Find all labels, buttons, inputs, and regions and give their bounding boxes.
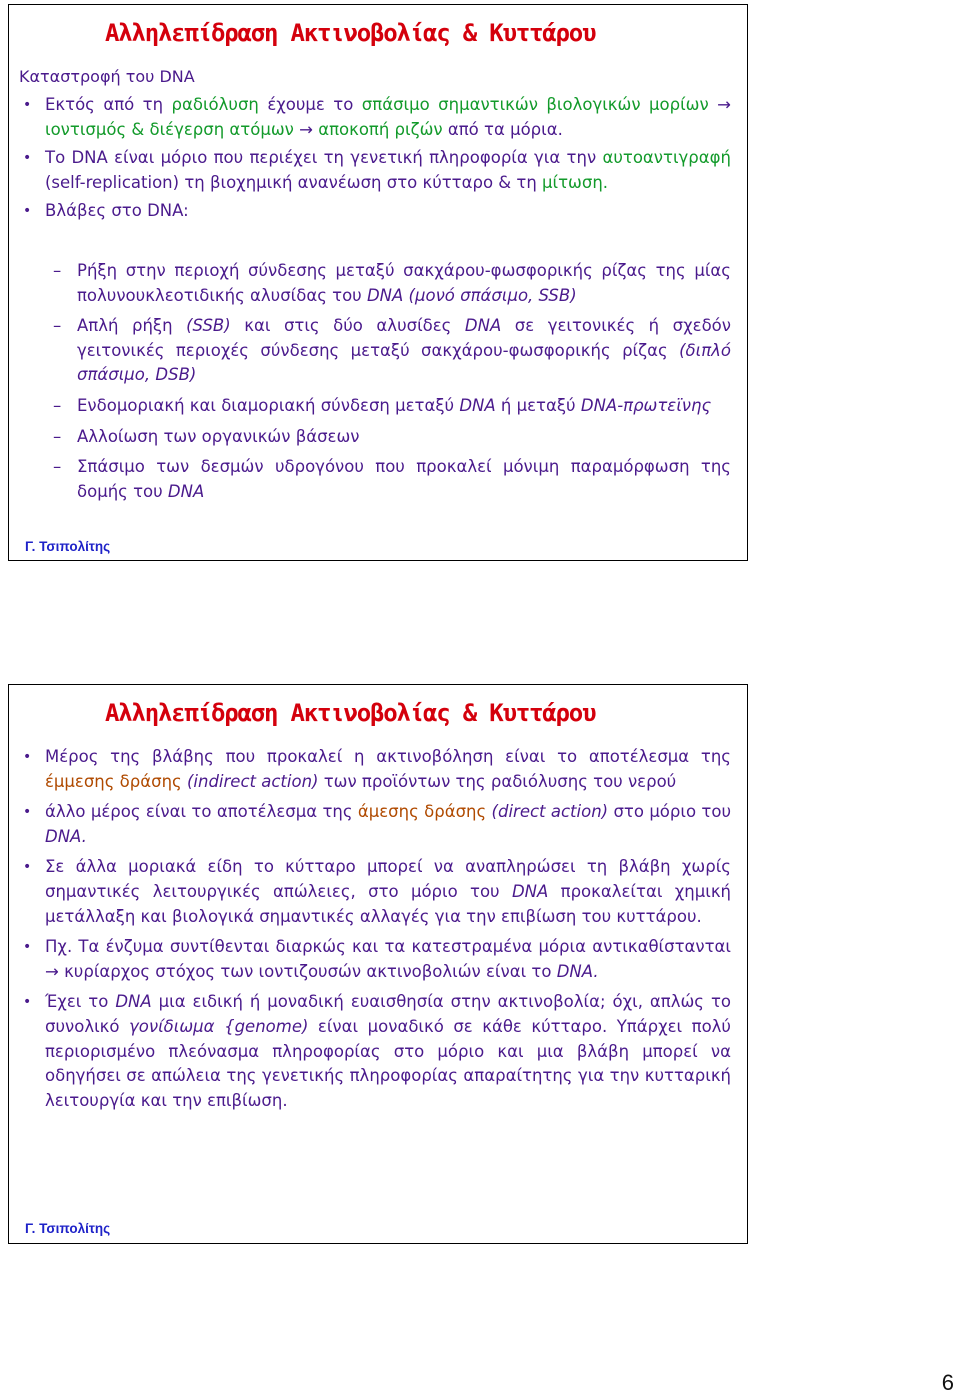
text-italic: (SSB) xyxy=(186,316,231,336)
text-green: αποκοπή ριζών xyxy=(318,119,443,139)
sub-item-hbonds xyxy=(9,455,747,504)
sub-item-bases xyxy=(9,425,747,450)
text: Σε άλλα μοριακά είδη το κύτταρο μπορεί να αναπληρώσει τη βλάβη χωρίς σημαντικές λειτουργικές απώλειες, στο μόριο του xyxy=(45,857,731,901)
bullet-radiolysis xyxy=(9,93,747,142)
text: είναι μοναδικό σε κάθε κύτταρο. Υπάρχει πολύ περιορισμένο πλεόνασμα πληροφορίας στο μόριο και μια βλάβη μπορεί να οδηγήσει σε απώλεια της γενετικής πληροφορίας απαραίτητης για την κυτταρική λειτουργία και την επιβίωση. xyxy=(45,1016,731,1110)
text: από τα μόρια. xyxy=(442,119,563,139)
text: Εκτός από τη xyxy=(45,95,172,114)
text: των προϊόντων της ραδιόλυσης του νερού xyxy=(318,771,677,791)
dash-icon: – xyxy=(53,261,62,280)
slide-2 xyxy=(8,684,748,1244)
text-green: μίτωση. xyxy=(542,172,609,192)
text-italic: DNA xyxy=(464,316,502,336)
bullet-dot-icon: • xyxy=(23,97,32,113)
text-green: ιοντισμός & διέγερση ατόμων xyxy=(45,119,294,139)
bullet-enzymes xyxy=(9,935,747,984)
slide-2-bullets xyxy=(9,745,747,1113)
arrow-right-icon: → xyxy=(293,119,319,139)
dash-icon: – xyxy=(53,457,62,477)
text: προκαλείται χημική μετάλλαξη και βιολογικά σημαντικές αλλαγές για την επιβίωση του κυττάρου. xyxy=(45,881,731,926)
text-italic: DNA xyxy=(459,395,496,415)
author-footer: Γ. Τσιπολίτης xyxy=(25,539,111,554)
text: Σπάσιμο των δεσμών υδρογόνου που προκαλεί μόνιμη παραμόρφωση της δομής του xyxy=(77,457,731,501)
bullet-dot-icon: • xyxy=(23,859,32,876)
slide-2-title: Αλληλεπίδραση Ακτινοβολίας & Κυττάρου xyxy=(105,699,596,727)
author-footer: Γ. Τσιπολίτης xyxy=(25,1221,111,1236)
sub-item-crosslink xyxy=(9,394,747,419)
text-green: σπάσιμο σημαντικών βιολογικών μορίων xyxy=(361,95,709,114)
text: Ενδομοριακή και διαμοριακή σύνδεση μεταξύ xyxy=(77,395,460,415)
text: Πχ. Τα ένζυμα συντίθενται διαρκώς και τα κατεστραμένα μόρια αντικαθίστανται → κυρίαρχος στόχος των ιοντιζουσών ακτινοβολιών είναι το xyxy=(45,937,731,981)
text: και στις δύο αλυσίδες xyxy=(230,316,465,336)
bullet-indirect-action xyxy=(9,745,747,794)
slide-1 xyxy=(8,4,748,561)
text: Βλάβες στο DNA: xyxy=(45,201,189,221)
slide-1-title: Αλληλεπίδραση Ακτινοβολίας & Κυττάρου xyxy=(105,19,596,47)
text-italic: DNA. xyxy=(556,961,599,981)
arrow-right-icon: → xyxy=(708,95,731,114)
bullet-dot-icon: • xyxy=(23,994,32,1011)
bullet-repair xyxy=(9,855,747,929)
text-italic: DNA xyxy=(115,992,152,1012)
text-italic: (διπλό σπάσιμο, DSB) xyxy=(77,340,731,385)
text-italic: γονίδιωμα {genome) xyxy=(129,1016,309,1036)
text: έχουμε το xyxy=(258,95,362,114)
text-green: ραδιόλυση xyxy=(171,95,259,114)
bullet-dot-icon: • xyxy=(23,749,32,765)
bullet-dot-icon: • xyxy=(23,203,32,220)
bullet-sensitivity xyxy=(9,990,747,1113)
text-orange: άμεσης δράσης xyxy=(357,802,487,822)
text: μια ειδική ή μοναδική ευαισθησία στην ακτινοβολία; όχι, απλώς το συνολικό xyxy=(45,992,731,1036)
text-italic: DNA xyxy=(511,881,549,901)
text: στο μόριο του xyxy=(608,802,731,822)
slide-1-bullets xyxy=(9,93,747,224)
text: Ρήξη στην περιοχή σύνδεσης μεταξύ σακχάρου-φωσφορικής ρίζας της μίας πολυνουκλεοτιδικής αλυσίδας του xyxy=(77,261,731,305)
text-italic: (indirect action) xyxy=(181,771,319,791)
text: ή μεταξύ xyxy=(495,395,581,415)
text-italic: (direct action) xyxy=(486,802,609,822)
damage-sublist xyxy=(9,259,747,504)
bullet-dot-icon: • xyxy=(23,150,32,167)
text: Το DNA είναι μόριο που περιέχει τη γενετική πληροφορία για την xyxy=(45,148,603,168)
dash-icon: – xyxy=(53,426,62,446)
sub-item-dsb xyxy=(9,314,747,388)
text: Απλή ρήξη xyxy=(77,316,187,336)
bullet-dna-info xyxy=(9,146,747,195)
text: Έχει το xyxy=(45,992,116,1012)
text-green: αυτοαντιγραφή xyxy=(602,148,731,168)
page-number: 6 xyxy=(941,1370,954,1395)
text: σε γειτονικές ή σχεδόν γειτονικές περιοχές σύνδεσης μεταξύ σακχάρου-φωσφορικής ρίζας xyxy=(77,316,731,360)
section-heading: Καταστροφή του DNA xyxy=(19,67,195,86)
text: Αλλοίωση των οργανικών βάσεων xyxy=(77,426,360,446)
text: Μέρος της βλάβης που προκαλεί η ακτινοβόληση είναι το αποτέλεσμα της xyxy=(45,747,731,766)
bullet-dna-damage xyxy=(9,199,747,224)
bullet-dot-icon: • xyxy=(23,804,32,821)
text: (self-replication) τη βιοχημική ανανέωση στο κύτταρο & τη xyxy=(45,172,543,192)
dash-icon: – xyxy=(53,395,62,415)
text-orange: έμμεσης δράσης xyxy=(45,771,182,791)
text-italic: DNA (μονό σπάσιμο, SSB) xyxy=(366,285,577,305)
bullet-direct-action xyxy=(9,800,747,849)
text: άλλο μέρος είναι το αποτέλεσμα της xyxy=(45,802,358,822)
text-italic: DNA. xyxy=(45,826,87,846)
sub-item-ssb xyxy=(9,259,747,308)
text-italic: DNA-πρωτεϊνης xyxy=(580,395,712,415)
dash-icon: – xyxy=(53,316,62,336)
bullet-dot-icon: • xyxy=(23,939,32,956)
text-italic: DNA xyxy=(167,481,205,501)
